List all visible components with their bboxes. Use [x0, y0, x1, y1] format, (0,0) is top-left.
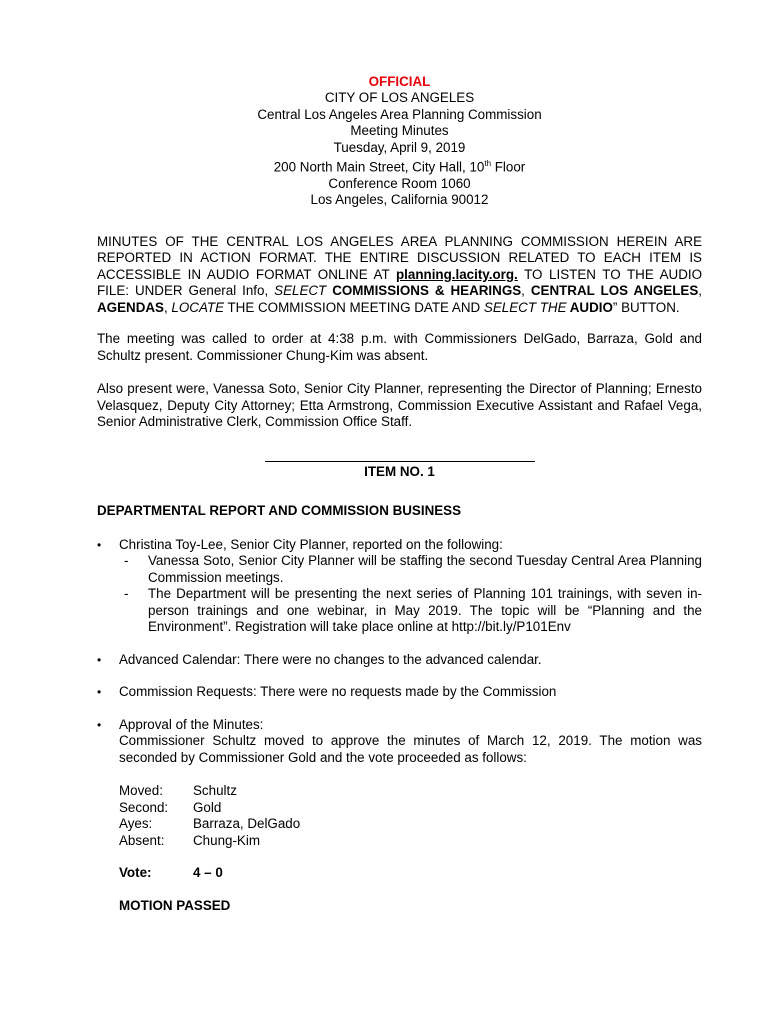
city-name: CITY OF LOS ANGELES: [324, 90, 475, 106]
section-divider: [265, 461, 535, 462]
vote-value: Barraza, DelGado: [193, 816, 301, 832]
intro-select: SELECT: [274, 283, 327, 299]
commission-requests: Commission Requests: There were no requests made by the Commission: [119, 684, 557, 700]
intro-text-4: ” BUTTON.: [612, 299, 680, 315]
intro-text-3: THE COMMISSION MEETING DATE AND: [224, 299, 484, 315]
call-to-order: The meeting was called to order at 4:38 p.m. with Commissioners DelGado, Barraza, Gold and Schultz present. Commissioner Chung-Kim was absent.: [97, 331, 702, 363]
intro-audio: AUDIO: [566, 299, 613, 315]
item-number: ITEM NO. 1: [364, 463, 435, 479]
report-sublist: [119, 553, 702, 636]
intro-locate: LOCATE: [171, 299, 225, 315]
bullet-icon: •: [97, 652, 102, 667]
intro-comma: ,: [521, 283, 531, 299]
address-text: 200 North Main Street, City Hall, 10: [273, 159, 485, 175]
business-list: [97, 537, 702, 915]
approval-text: Commissioner Schultz moved to approve the minutes of March 12, 2019. The motion was seconded by Commissioner Gold and the vote proceeded as follows:: [119, 733, 702, 765]
vote-tally-label: Vote:: [119, 865, 152, 881]
vote-value: Schultz: [193, 783, 237, 799]
bullet-icon: •: [97, 685, 102, 700]
vote-label: Second:: [119, 799, 169, 815]
vote-label: Moved:: [119, 783, 163, 799]
meeting-city: Los Angeles, California 90012: [310, 192, 489, 208]
list-item: [97, 652, 702, 669]
advanced-calendar: Advanced Calendar: There were no changes to the advanced calendar.: [119, 651, 542, 667]
sub-list-item: [119, 553, 702, 586]
intro-comma: ,: [163, 299, 172, 315]
dash-icon: -: [124, 586, 129, 602]
list-item: [97, 537, 702, 636]
meeting-room: Conference Room 1060: [328, 175, 471, 191]
bullet-icon: •: [97, 537, 102, 552]
address-floor: Floor: [491, 159, 526, 175]
document-header: [97, 74, 702, 209]
list-item: [97, 684, 702, 701]
vote-label: Ayes:: [119, 816, 153, 832]
planning-link[interactable]: planning.lacity.org.: [395, 266, 518, 282]
meeting-address: [97, 156, 702, 176]
vote-tally-value: 4 – 0: [193, 865, 223, 881]
official-stamp: OFFICIAL: [368, 74, 431, 89]
table-row: [119, 800, 300, 817]
table-row: [119, 783, 300, 800]
report-intro: Christina Toy-Lee, Senior City Planner, reported on the following:: [119, 536, 503, 552]
intro-text-1: MINUTES OF THE CENTRAL LOS ANGELES AREA PLANNING COMMISSION HEREIN ARE REPORTED IN ACTION FORMAT. THE ENTIRE DISCUSSION RELATED TO EACH ITEM IS ACCESSIBLE IN AUDIO FORMAT ONLINE AT: [97, 233, 702, 282]
minutes-page: [97, 74, 702, 914]
dash-icon: -: [124, 553, 129, 569]
address-ordinal: th: [484, 159, 492, 169]
vote-table: [119, 783, 300, 849]
sub-item-text: The Department will be presenting the next series of Planning 101 trainings, with seven in-person trainings and one webinar, in May 2019. The topic will be “Planning and the Environment”. Registration will take place online at http://bit.ly/P101Env: [148, 586, 702, 635]
table-row: [119, 833, 300, 850]
bullet-icon: •: [97, 717, 102, 732]
intro-commissions: COMMISSIONS & HEARINGS: [326, 283, 522, 299]
section-title: DEPARTMENTAL REPORT AND COMMISSION BUSINESS: [97, 502, 462, 518]
meeting-date: Tuesday, April 9, 2019: [333, 139, 466, 155]
document-type: Meeting Minutes: [350, 123, 449, 139]
sub-item-text: Vanessa Soto, Senior City Planner will be staffing the second Tuesday Central Area Planning Commission meetings.: [148, 553, 702, 585]
intro-comma: ,: [698, 283, 702, 299]
approval-title: Approval of the Minutes:: [119, 716, 264, 732]
sub-list-item: [119, 586, 702, 636]
intro-select-the: SELECT THE: [483, 299, 567, 315]
vote-value: Chung-Kim: [193, 832, 260, 848]
intro-central: CENTRAL LOS ANGELES: [530, 283, 699, 299]
vote-value: Gold: [193, 799, 222, 815]
intro-agendas: AGENDAS: [97, 299, 164, 315]
commission-name: Central Los Angeles Area Planning Commission: [257, 106, 542, 122]
vote-tally: [119, 865, 702, 882]
vote-label: Absent:: [119, 832, 165, 848]
intro-paragraph: [97, 234, 702, 317]
also-present: Also present were, Vanessa Soto, Senior City Planner, representing the Director of Planning; Ernesto Velasquez, Deputy City Attorney; Etta Armstrong, Commission Executive Assistant and Rafael Vega, Senior Administrative Clerk, Commission Office Staff.: [97, 381, 702, 430]
table-row: [119, 816, 300, 833]
intro-text-2: TO LISTEN TO THE AUDIO FILE: UNDER General Info,: [97, 266, 703, 299]
list-item: [97, 717, 702, 915]
motion-result: MOTION PASSED: [119, 897, 231, 913]
